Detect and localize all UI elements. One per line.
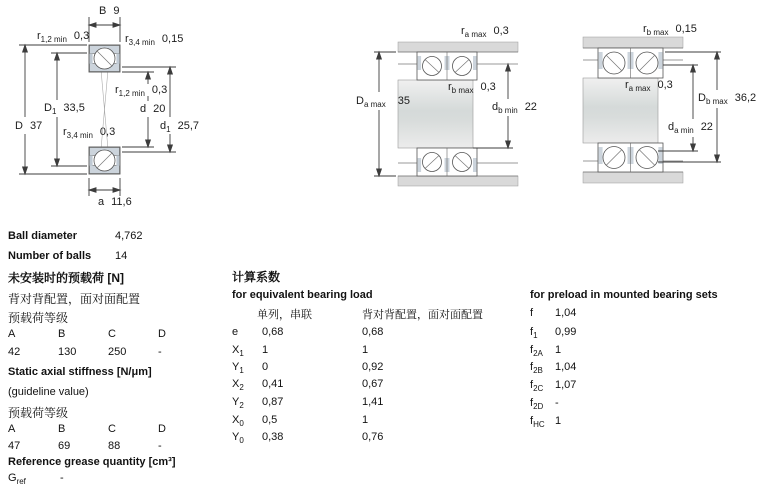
stiffness-class-label: 预载荷等级 — [8, 406, 69, 420]
dim-label-a: a 11,6 — [98, 196, 132, 208]
dim-label-r34-mid: $r_{3,4 min}$ 0,3 — [63, 126, 116, 141]
dim-label-D1: $D_1$ 33,5 — [44, 102, 85, 117]
dim-label-r34-top: $r_{3,4 min}$ 0,15 — [125, 33, 184, 48]
dim-label-Da-max: $D_{a max}$ 35 — [356, 95, 410, 110]
preload-table-subtitle: 背对背配置，面对面配置 — [8, 292, 141, 306]
dim-label-db-min: $d_{b min}$ 22 — [492, 101, 537, 116]
dim-label-rb-max: $r_{b max}$ 0,3 — [448, 81, 496, 96]
preload-class-label: 预载荷等级 — [8, 311, 69, 325]
dim-label-r12-top: $r_{1,2 min}$ 0,3 — [37, 30, 90, 45]
dim-label-Db-max: $D_{b max}$ 36,2 — [698, 92, 757, 107]
stiffness-table-title: Static axial stiffness [N/μm] — [8, 366, 152, 378]
preload-table-title: 未安装时的预载荷 [N] — [8, 271, 124, 285]
dim-label-da-min: $d_{a min}$ 22 — [668, 121, 713, 136]
grease-value: - — [60, 472, 64, 484]
grease-title: Reference grease quantity [cm³] — [8, 456, 176, 468]
preload-factors-title: for preload in mounted bearing sets — [530, 289, 718, 301]
dim-label-d1: $d_1$ 25,7 — [160, 120, 199, 135]
dim-label-rb-max-right: $r_{b max}$ 0,15 — [643, 23, 697, 38]
dim-label-d: d 20 — [140, 103, 166, 115]
right-dimension-lines — [658, 52, 721, 162]
left-bearing-drawing — [89, 45, 120, 174]
dim-label-B: B 9 — [99, 5, 120, 17]
right-bearing-drawing — [583, 37, 683, 183]
dim-label-D: D 37 — [15, 120, 43, 132]
ball-diameter-value: 4,762 — [115, 230, 143, 242]
number-of-balls-value: 14 — [115, 250, 128, 262]
stiffness-subtitle: (guideline value) — [8, 386, 89, 398]
dim-label-ra-max: $r_{a max}$ 0,3 — [461, 25, 509, 40]
factors-title: 计算系数 — [232, 270, 281, 284]
dim-label-ra-max-right: $r_{a max}$ 0,3 — [625, 79, 673, 94]
factors-subtitle: for equivalent bearing load — [232, 289, 373, 301]
dim-label-r12-mid: $r_{1,2 min}$ 0,3 — [115, 84, 168, 99]
bearing-datasheet-page: B 9 $r_{1,2 min}$ 0,3 $r_{3,4 min}$ 0,15 $D_1$ 33,5 $r_{1,2 min}$ 0,3 d 20 D 37 $d_1$ 25,7 $r_{3,4 min}$ 0,3 a 11,6 $r_{a max}$ 0,3 $D_{a max}$ 35 $r_{b max}$ 0,3 $d_{b min}$ 22 $r_{b max}$ 0,15 $r_{a max}$ 0,3 $D_{b max}$ 36,2 $d_{a min}$ 22 Ball diameter 4,762 Number of balls 14 未安装时的预载荷 [N] 背对背配置，面对面配置 预载荷等级 A B C D 42 130 250 - Static axial stiffness [N/μm] (guideline value) 预载荷等级 A B C D 47 69 88 - Reference grease quantity [cm³] $G_{ref}$ - 计算系数 for equivalent bearing load 单列，串联 背对背配置，面对面配置 e 0,68 0,68 $X_1$ 1 1 $Y_1$ 0 0,92 $X_2$ 0,41 0,67 $Y_2$ 0,87 1,41 $X_0$ 0,5 1 $Y_0$ 0,38 0,76 for preload in mounted bearing sets f 1,04 $f_1$ 0,99 $f_{2A}$ 1 $f_{2B}$ 1,04 $f_{2C}$ 1,07 $f_{2D}$ - $f_{HC}$ 1 — [0, 0, 769, 494]
